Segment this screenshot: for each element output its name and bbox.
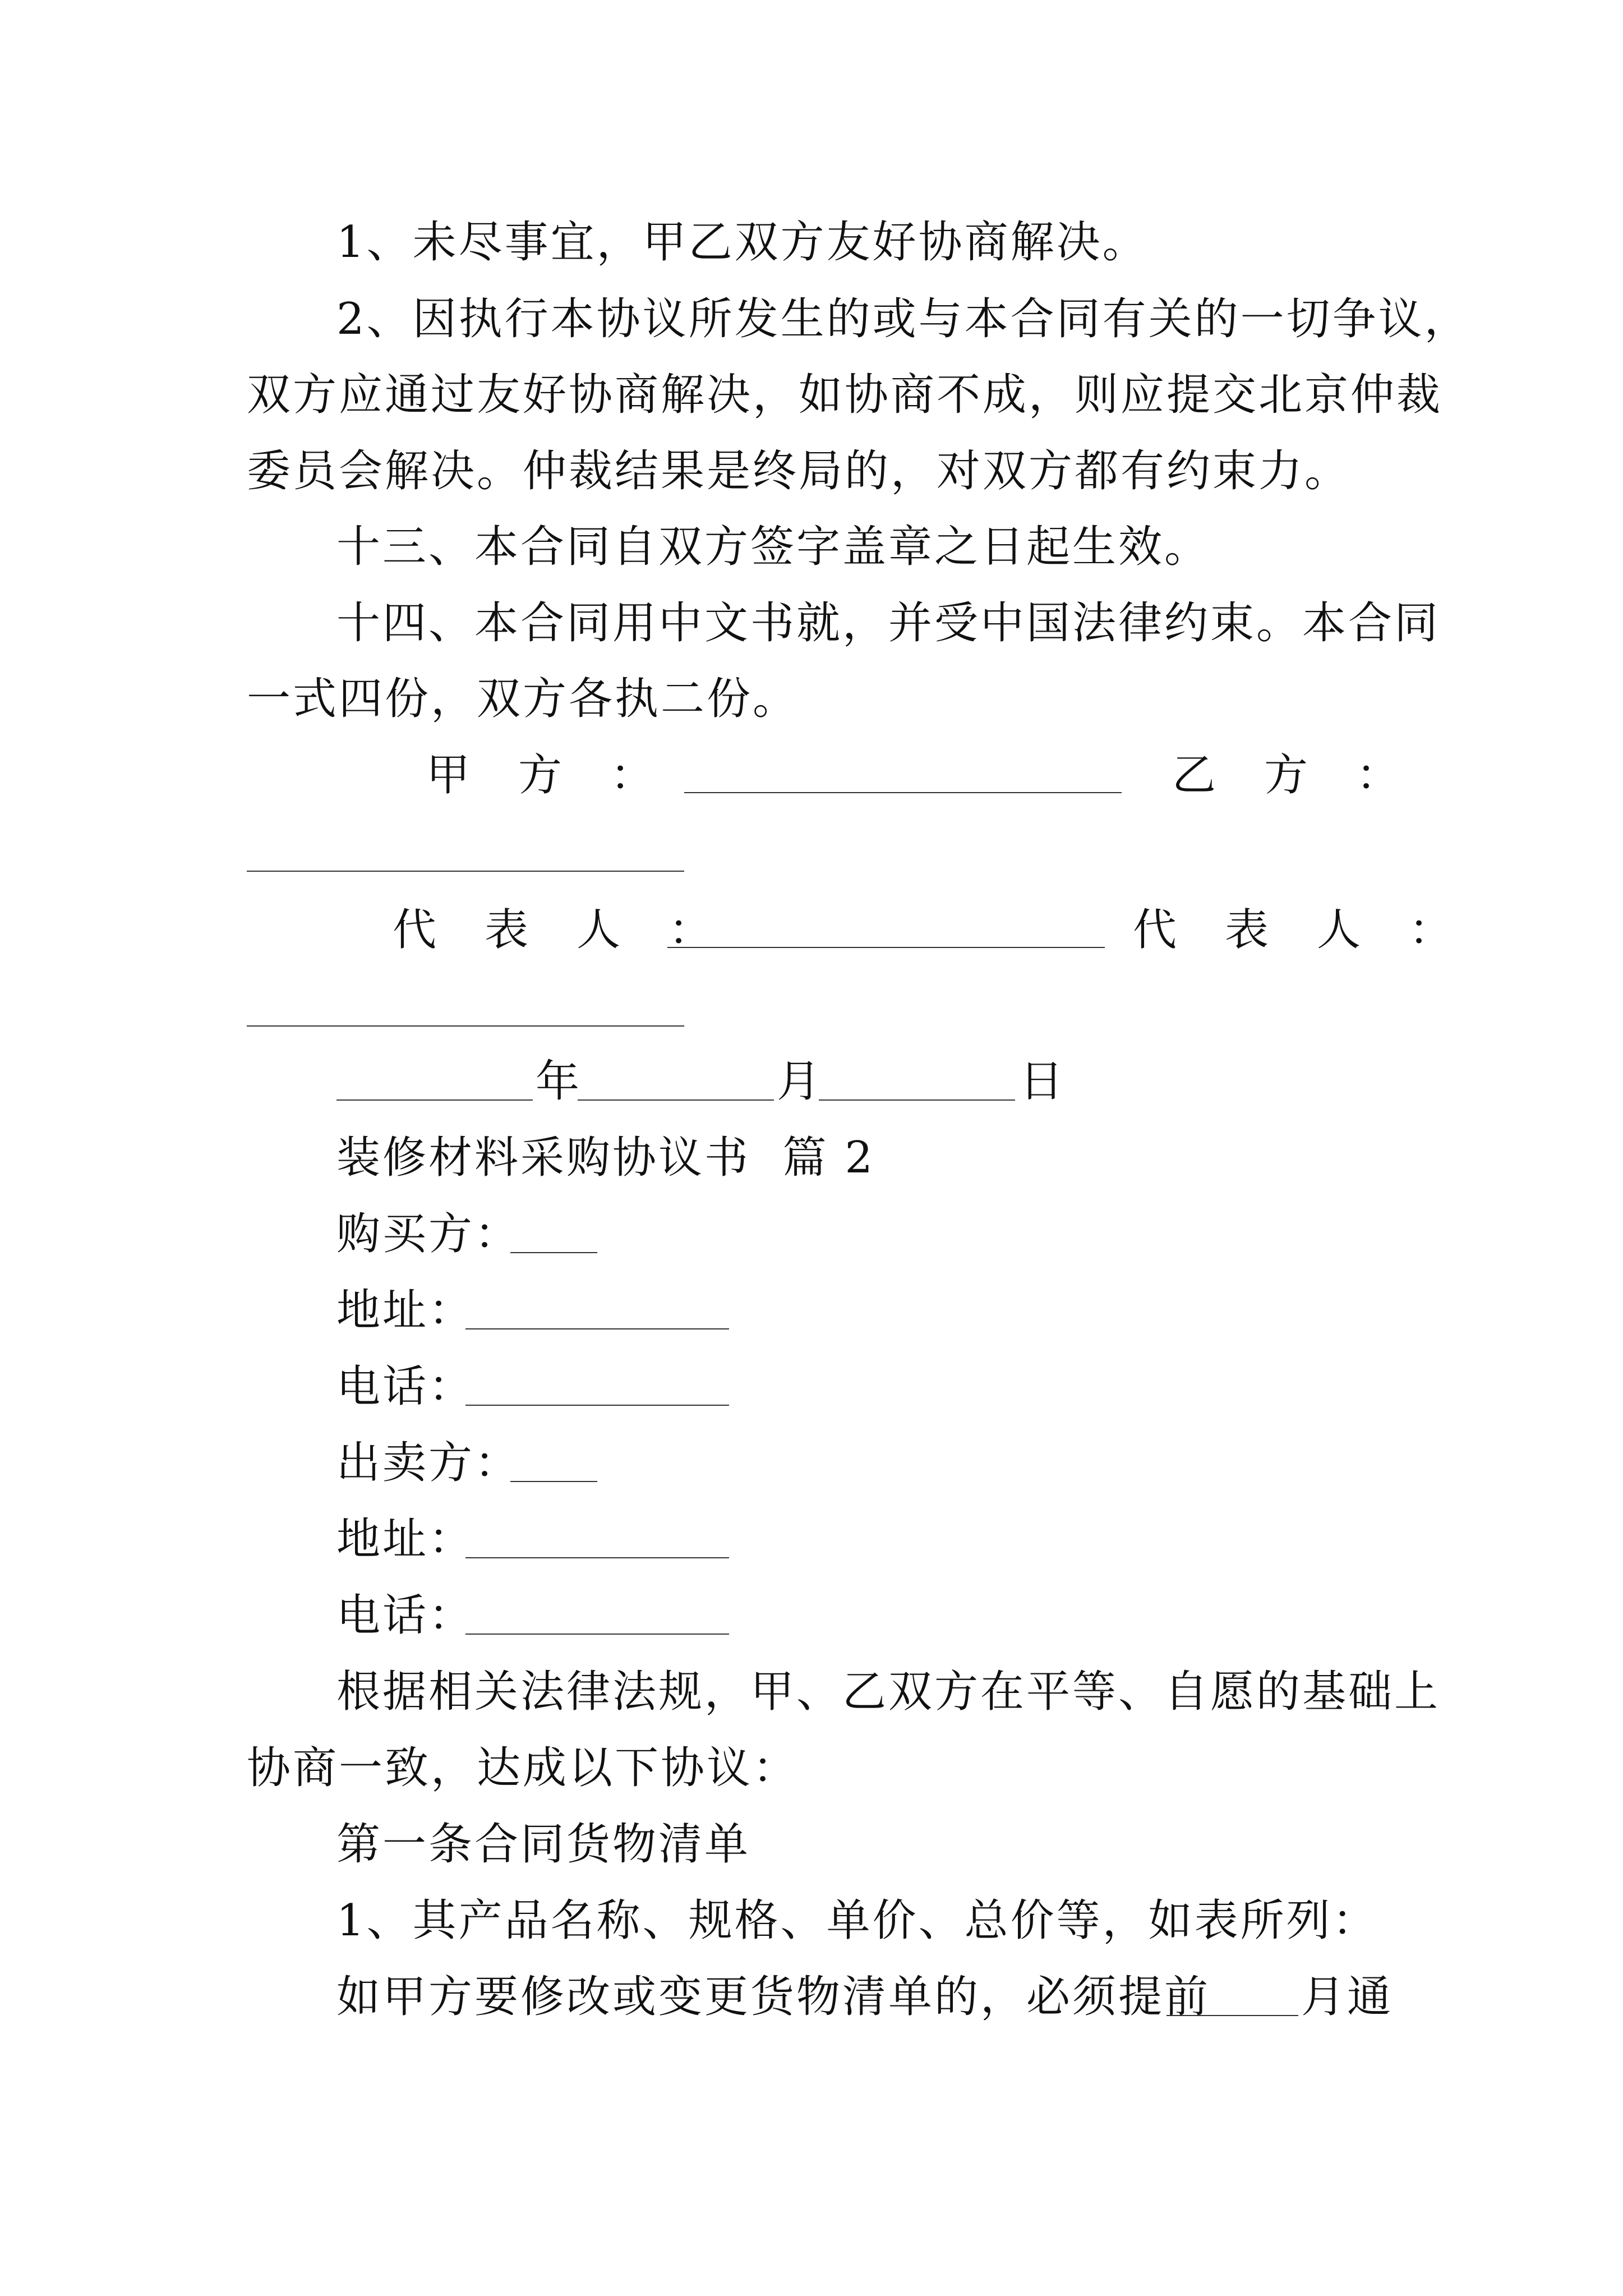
buyer-address-label: 地址： bbox=[336, 1285, 475, 1336]
seller-phone-blank bbox=[465, 1593, 729, 1635]
rep-a-blank bbox=[667, 907, 1105, 948]
year-label: 年 bbox=[536, 1056, 582, 1107]
year-blank bbox=[336, 1059, 533, 1101]
paragraph-line: 根据相关法律法规，甲、乙双方在平等、自愿的基础上 bbox=[336, 1667, 1441, 1717]
paragraph-line: 1、未尽事宜，甲乙双方友好协商解决。 bbox=[336, 217, 1149, 268]
month-blank bbox=[578, 1059, 774, 1101]
party-b-blank bbox=[247, 830, 684, 872]
seller-label: 出卖方： bbox=[336, 1438, 521, 1488]
article-heading: 第一条合同货物清单 bbox=[336, 1819, 751, 1870]
seller-blank bbox=[510, 1441, 597, 1482]
paragraph-line-end: 月通 bbox=[1301, 1972, 1394, 2022]
seller-address-label: 地址： bbox=[336, 1514, 475, 1565]
day-label: 日 bbox=[1020, 1056, 1066, 1107]
month-label: 月 bbox=[777, 1056, 823, 1107]
paragraph-line: 如甲方要修改或变更货物清单的，必须提前 bbox=[336, 1972, 1211, 2022]
buyer-address-blank bbox=[465, 1288, 729, 1329]
paragraph-line: 2、因执行本协议所发生的或与本合同有关的一切争议， bbox=[336, 294, 1470, 344]
buyer-phone-blank bbox=[465, 1364, 729, 1406]
paragraph-line: 1、其产品名称、规格、单价、总价等，如表所列： bbox=[336, 1895, 1378, 1946]
seller-address-blank bbox=[465, 1517, 729, 1558]
rep-a-label: 代 表 人 ： bbox=[393, 905, 715, 955]
paragraph-line: 十四、本合同用中文书就，并受中国法律约束。本合同 bbox=[336, 598, 1441, 648]
day-blank bbox=[819, 1059, 1015, 1101]
paragraph-line: 双方应通过友好协商解决，如协商不成，则应提交北京仲裁 bbox=[247, 370, 1443, 420]
party-b-label: 乙 方 ： bbox=[1172, 750, 1403, 800]
rep-b-label: 代 表 人 ： bbox=[1133, 905, 1455, 955]
party-a-blank bbox=[684, 752, 1122, 793]
buyer-blank bbox=[510, 1212, 597, 1253]
paragraph-line: 一式四份，双方各执二份。 bbox=[247, 674, 799, 724]
paragraph-line: 协商一致，达成以下协议： bbox=[247, 1743, 799, 1793]
party-a-label: 甲 方 ： bbox=[426, 750, 657, 800]
paragraph-line: 委员会解决。仲裁结果是终局的，对双方都有约束力。 bbox=[247, 446, 1351, 496]
buyer-phone-label: 电话： bbox=[336, 1361, 475, 1412]
paragraph-line: 十三、本合同自双方签字盖章之日起生效。 bbox=[336, 522, 1211, 572]
buyer-label: 购买方： bbox=[336, 1209, 521, 1259]
section-title: 装修材料采购协议书 篇 2 bbox=[336, 1133, 875, 1183]
seller-phone-label: 电话： bbox=[336, 1590, 475, 1641]
rep-b-blank bbox=[247, 985, 684, 1027]
months-blank bbox=[1166, 1975, 1298, 2016]
